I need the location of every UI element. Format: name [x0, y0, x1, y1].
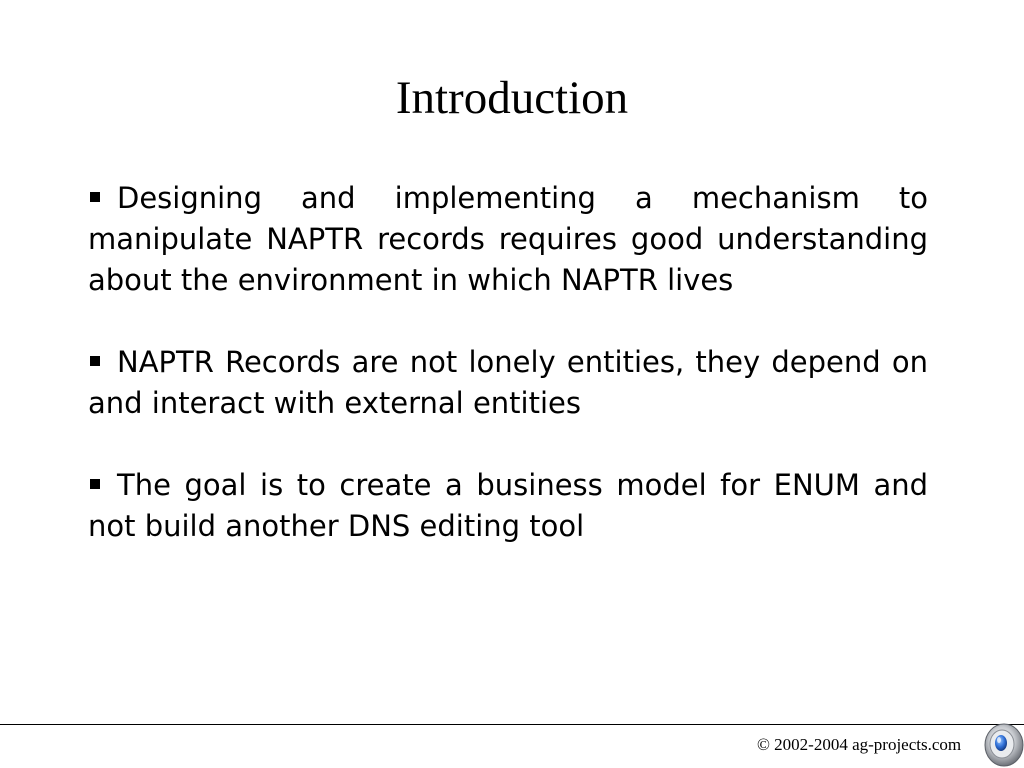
bullet-text: The goal is to create a business model for ENUM and not build another DNS editing tool	[88, 468, 928, 543]
slide-title: Introduction	[395, 72, 629, 124]
footer-copyright: © 2002-2004 ag-projects.com	[757, 735, 962, 754]
speaker-icon[interactable]	[978, 720, 1024, 768]
bullet-list	[88, 178, 928, 588]
footer-divider	[0, 724, 1024, 725]
square-bullet-icon	[90, 479, 100, 489]
list-item	[88, 342, 928, 424]
list-item	[88, 465, 928, 547]
bullet-text: NAPTR Records are not lonely entities, they depend on and interact with external entities	[88, 345, 928, 420]
list-item	[88, 178, 928, 301]
bullet-text: Designing and implementing a mechanism to manipulate NAPTR records requires good understanding about the environment in which NAPTR lives	[88, 181, 928, 297]
square-bullet-icon	[90, 192, 100, 202]
square-bullet-icon	[90, 356, 100, 366]
